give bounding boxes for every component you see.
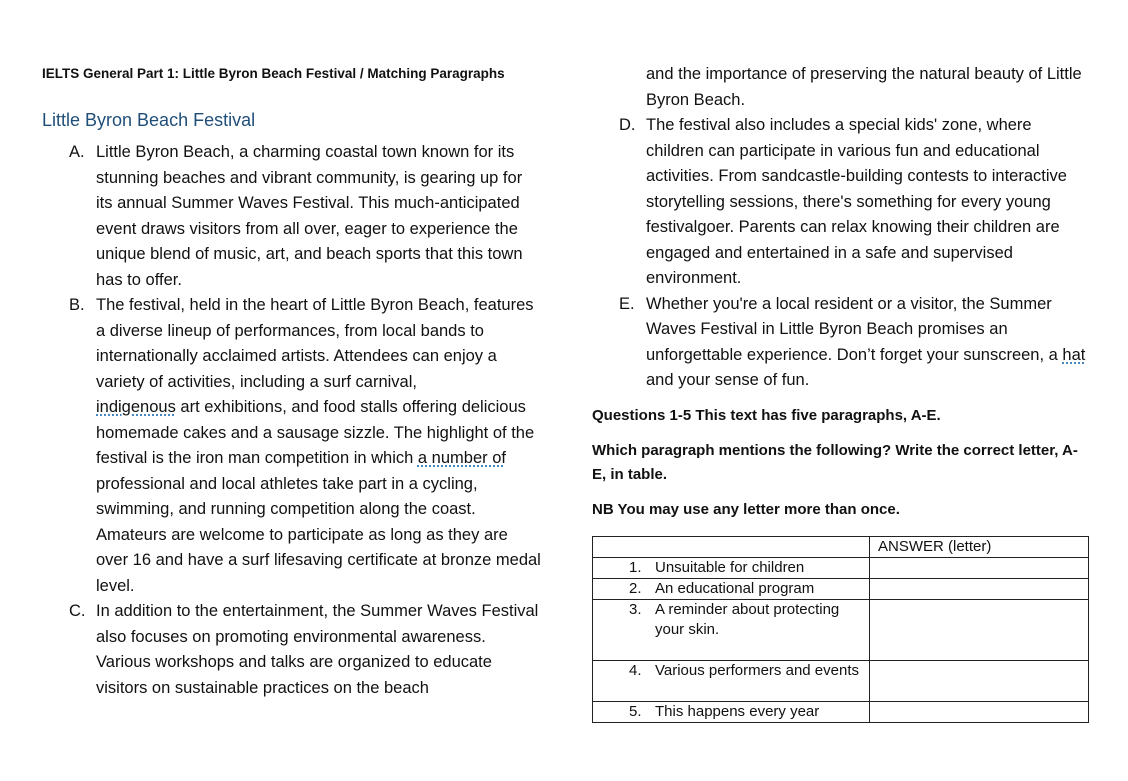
question-number: 3. — [629, 600, 642, 618]
question-number: 4. — [629, 661, 642, 679]
paragraph-text-part: Whether you're a local resident or a visitor, the Summer Waves Festival in Little Byron Beach promises an unforgettable experience. Don’t forget your sunscreen, a — [646, 294, 1063, 364]
paragraph-text: In addition to the entertainment, the Summer Waves Festival also focuses on promoting environmental awareness. Various workshops and talks are organized to educate visitors on sustainable practices on the beach — [96, 602, 539, 697]
paragraph-text: The festival also includes a special kids' zone, where children can participate in various fun and educational activities. From sandcastle-building contests to interactive storytelling sessions, there's something for every young festivalgoer. Parents can relax knowing their children are engaged and entertained in a safe and supervised environment. — [646, 116, 1067, 287]
underlined-word: indigenous — [96, 398, 176, 416]
questions-note: NB You may use any letter more than once. — [592, 500, 900, 518]
header-empty-cell — [593, 536, 870, 557]
question-number: 5. — [629, 702, 642, 720]
paragraph-c — [42, 599, 542, 701]
paragraph-text — [96, 296, 541, 595]
answer-header: ANSWER (letter) — [870, 536, 1089, 557]
paragraph-letter: A. — [69, 143, 85, 161]
questions-intro: Questions 1-5 This text has five paragraphs, A-E. — [592, 406, 941, 424]
question-number: 2. — [629, 579, 642, 597]
document-title: IELTS General Part 1: Little Byron Beach Festival / Matching Paragraphs — [42, 66, 505, 81]
answer-cell[interactable] — [870, 701, 1089, 722]
article-heading: Little Byron Beach Festival — [42, 110, 256, 130]
answer-cell[interactable] — [870, 557, 1089, 578]
paragraph-text-part: The festival, held in the heart of Little Byron Beach, features a diverse lineup of performances, from local bands to internationally acclaimed artists. Attendees can enjoy a variety of activities, including a surf carnival, — [96, 296, 534, 391]
table-row — [593, 599, 1089, 660]
answer-cell[interactable] — [870, 599, 1089, 660]
question-text: A reminder about protecting your skin. — [655, 600, 840, 638]
paragraph-letter: D. — [619, 116, 636, 134]
table-row — [593, 578, 1089, 599]
questions-instruction: Which paragraph mentions the following? Write the correct letter, A-E, in table. — [592, 441, 1078, 483]
paragraph-c-continuation: and the importance of preserving the natural beauty of Little Byron Beach. — [646, 65, 1082, 109]
paragraph-e — [592, 292, 1088, 394]
paragraph-text-part: art exhibitions, and food stalls offering delicious homemade cakes and a sausage sizzle. The highlight of the festival is the iron man competition in which — [96, 398, 535, 467]
paragraph-text — [646, 295, 1085, 390]
table-row — [593, 701, 1089, 722]
question-text: An educational program — [655, 579, 815, 597]
paragraph-letter: B. — [69, 296, 85, 314]
answer-table — [592, 536, 1089, 723]
right-column — [592, 62, 1088, 723]
paragraph-letter: C. — [69, 602, 86, 620]
paragraph-text-part: and your sense of fun. — [646, 371, 810, 389]
left-column — [42, 62, 542, 701]
table-row — [593, 557, 1089, 578]
answer-cell[interactable] — [870, 578, 1089, 599]
question-text: Unsuitable for children — [655, 558, 805, 576]
question-text: This happens every year — [655, 702, 820, 720]
paragraph-d — [592, 113, 1088, 292]
paragraph-text-part: professional and local athletes take part in a cycling, swimming, and running competition along the coast. Amateurs are welcome to participate as long as they are over 16 and have a surf lifesaving certificate at bronze medal level. — [96, 474, 541, 595]
answer-cell[interactable] — [870, 660, 1089, 701]
question-number: 1. — [629, 558, 642, 576]
underlined-phrase: a number of — [417, 449, 506, 467]
paragraph-b — [42, 293, 542, 599]
paragraph-letter: E. — [619, 294, 635, 313]
paragraph-text: Little Byron Beach, a charming coastal town known for its stunning beaches and vibrant community, is gearing up for its annual Summer Waves Festival. This much-anticipated event draws visitors from all over, eager to experience the unique blend of music, art, and beach sports that this town has to offer. — [96, 143, 523, 289]
underlined-word: hat — [1062, 345, 1086, 364]
table-header-row — [593, 536, 1089, 557]
paragraph-a — [42, 140, 542, 293]
table-row — [593, 660, 1089, 701]
question-text: Various performers and events — [655, 661, 859, 679]
